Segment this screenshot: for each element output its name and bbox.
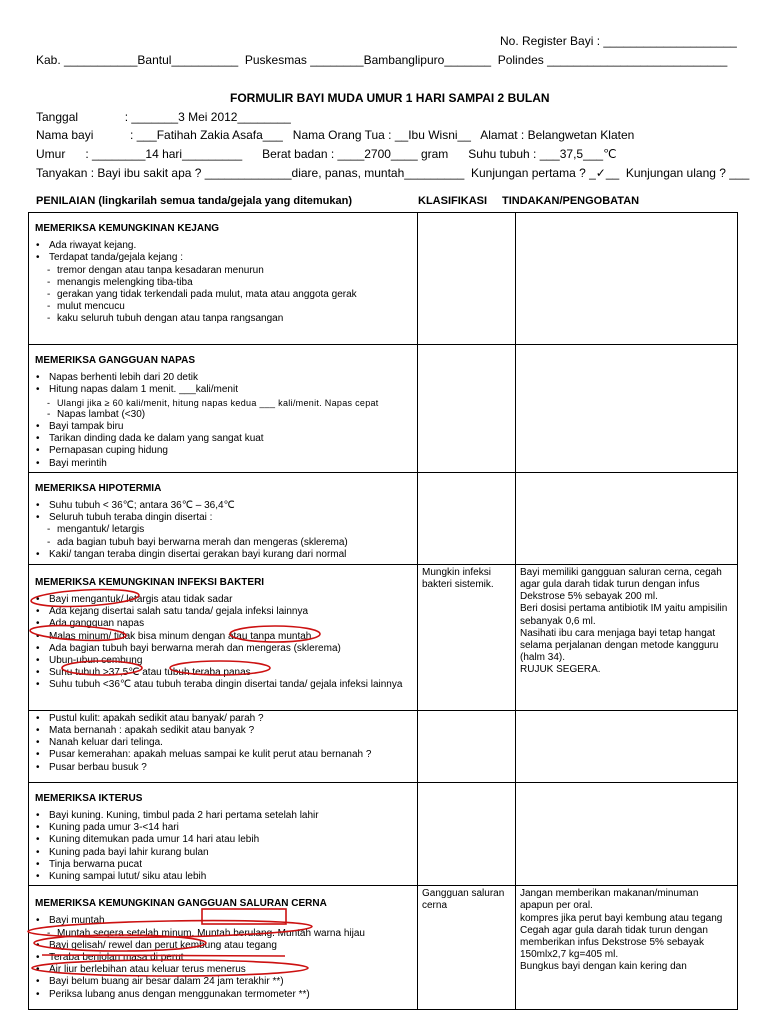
name-line: Nama bayi : ___Fatihah Zakia Asafa___ Nama Orang Tua : __Ibu Wisni__ Alamat : Belangwetan Klaten <box>36 128 635 142</box>
list-item: • Ada riwayat kejang. <box>35 240 417 252</box>
list-item: • Ada kejang disertai salah satu tanda/ gejala infeksi lainnya <box>35 606 417 618</box>
section-infeksi-lokal <box>29 711 417 776</box>
list-item: • Kaki/ tangan teraba dingin disertai gerakan bayi kurang dari normal <box>35 549 417 561</box>
list-item: - tremor dengan atau tanpa kesadaran menurun <box>35 265 417 277</box>
list-item: • Pusar berbau busuk ? <box>35 762 417 774</box>
klasifikasi-cell <box>418 710 516 782</box>
list-item: • Bayi gelisah/ rewel dan perut kembung atau tegang <box>35 940 417 952</box>
tindakan-infeksi: Bayi memiliki gangguan saluran cerna, cegah agar gula darah tidak turun dengan infus Dekstrose 5% sebayak 200 ml. Beri dosisi pertama antibiotik IM yaitu ampisilin sebanyak 0,6 ml. Nasihati ibu cara menjaga bayi tetap hangat selama perjalanan dengan metode kangguru (halm 34). RUJUK SEGERA. <box>520 566 728 676</box>
list-item: - mulut mencucu <box>35 301 417 313</box>
section-title: MEMERIKSA IKTERUS <box>35 792 143 804</box>
list-item: - gerakan yang tidak terkendali pada mulut, mata atau anggota gerak <box>35 289 417 301</box>
list-item: • Kuning sampai lutut/ siku atau lebih <box>35 871 417 883</box>
section-saluran-cerna <box>29 886 417 1003</box>
section-title: MEMERIKSA KEMUNGKINAN KEJANG <box>35 223 220 234</box>
list-item: - kaku seluruh tubuh dengan atau tanpa rangsangan <box>35 313 417 325</box>
tindakan-saluran-cerna: Jangan memberikan makanan/minuman apapun per oral. kompres jika perut bayi kembung atau tegang Cegah agar gula darah tidak turun dengan memberikan infus Dekstrose 5% sebayak 150mlx2,7 kg=405 ml. Bungkus bayi dengan kain kering dan <box>520 888 723 973</box>
section-kejang <box>29 213 417 328</box>
section-title: MEMERIKSA GANGGUAN NAPAS <box>35 355 196 366</box>
section-row <box>29 710 738 782</box>
section-row <box>29 345 738 473</box>
section-infeksi-bakteri <box>29 565 417 694</box>
list-item: • Kuning pada bayi lahir kurang bulan <box>35 847 417 859</box>
list-item: • Pustul kulit: apakah sedikit atau banyak/ parah ? <box>35 713 417 725</box>
list-item: • Suhu tubuh < 36℃; antara 36℃ – 36,4℃ <box>35 500 417 512</box>
list-item: • Teraba benjolan masa di perut <box>35 952 417 964</box>
list-item: • Kuning pada umur 3-<14 hari <box>35 822 417 834</box>
register-number: No. Register Bayi : ____________________ <box>500 34 737 48</box>
tindakan-cell <box>516 472 738 564</box>
assessment-table <box>28 212 738 1010</box>
column-header-klasifikasi: KLASIFIKASI <box>418 195 488 207</box>
list-item: - Muntah segera setelah minum. Muntah berulang. Muntah warna hijau <box>35 928 417 940</box>
list-item: • Kuning ditemukan pada umur 14 hari atau lebih <box>35 834 417 846</box>
section-ikterus <box>29 783 417 885</box>
list-item: • Mata bernanah : apakah sedikit atau banyak ? <box>35 725 417 737</box>
list-item: • Periksa lubang anus dengan menggunakan termometer **) <box>35 989 417 1001</box>
list-item: • Bayi mengantuk/ letargis atau tidak sadar <box>35 594 417 606</box>
location-line: Kab. ___________Bantul__________ Puskesmas ________Bambanglipuro_______ Polindes ___________________________ <box>36 53 728 67</box>
list-item: • Pusar kemerahan: apakah meluas sampai ke kulit perut atau bernanah ? <box>35 749 417 761</box>
klasifikasi-cell <box>418 472 516 564</box>
klasifikasi-infeksi: Mungkin infeksi bakteri sistemik. <box>422 566 494 591</box>
section-title: MEMERIKSA KEMUNGKINAN INFEKSI BAKTERI <box>35 576 265 588</box>
tindakan-cell <box>516 345 738 473</box>
klasifikasi-cell <box>418 213 516 345</box>
list-item: • Ubun-ubun cembung <box>35 655 417 667</box>
tindakan-cell <box>516 710 738 782</box>
list-item: • Air liur berlebihan atau keluar terus menerus <box>35 964 417 976</box>
section-row <box>29 886 738 1010</box>
list-item: • Nanah keluar dari telinga. <box>35 737 417 749</box>
list-item: • Bayi merintih <box>35 458 417 470</box>
form-title: FORMULIR BAYI MUDA UMUR 1 HARI SAMPAI 2 BULAN <box>230 91 550 105</box>
list-item: • Terdapat tanda/gejala kejang : <box>35 252 417 264</box>
section-row <box>29 782 738 885</box>
date-line: Tanggal : _______3 Mei 2012________ <box>36 110 291 124</box>
list-item: • Tarikan dinding dada ke dalam yang sangat kuat <box>35 433 417 445</box>
list-item: - menangis melengking tiba-tiba <box>35 277 417 289</box>
section-title: MEMERIKSA KEMUNGKINAN GANGGUAN SALURAN CERNA <box>35 898 327 910</box>
list-item: • Bayi belum buang air besar dalam 24 jam terakhir **) <box>35 976 417 988</box>
list-item: • Pernapasan cuping hidung <box>35 445 417 457</box>
tindakan-cell <box>516 782 738 885</box>
list-item: • Ada gangguan napas <box>35 618 417 630</box>
list-item: • Bayi muntah <box>35 915 417 927</box>
list-item: • Ada bagian tubuh bayi berwarna merah dan mengeras (sklerema) <box>35 643 417 655</box>
column-header-penilaian: PENILAIAN (lingkarilah semua tanda/gejala yang ditemukan) <box>36 195 353 207</box>
column-header-tindakan: TINDAKAN/PENGOBATAN <box>502 195 640 207</box>
list-item: • Suhu tubuh <36℃ atau tubuh teraba dingin disertai tanda/ gejala infeksi lainnya <box>35 679 417 691</box>
section-napas <box>29 345 417 472</box>
klasifikasi-cell <box>418 345 516 473</box>
list-item: • Bayi kuning. Kuning, timbul pada 2 hari pertama setelah lahir <box>35 810 417 822</box>
list-item: • Napas berhenti lebih dari 20 detik <box>35 372 417 384</box>
list-item: - mengantuk/ letargis <box>35 524 417 536</box>
section-hipotermia <box>29 473 417 563</box>
list-item: - Napas lambat (<30) <box>35 409 417 421</box>
klasifikasi-cell <box>418 782 516 885</box>
list-item: • Bayi tampak biru <box>35 421 417 433</box>
klasifikasi-saluran-cerna: Gangguan saluran cerna <box>422 888 505 912</box>
section-row <box>29 472 738 564</box>
list-item: • Tinja berwarna pucat <box>35 859 417 871</box>
list-item: • Seluruh tubuh teraba dingin disertai : <box>35 512 417 524</box>
list-item: • Hitung napas dalam 1 menit. ___kali/menit <box>35 384 417 396</box>
section-title: MEMERIKSA HIPOTERMIA <box>35 482 162 494</box>
list-item: • Suhu tubuh >37,5℃ atau tubuh teraba panas <box>35 667 417 679</box>
question-line: Tanyakan : Bayi ibu sakit apa ? _____________diare, panas, muntah_________ Kunjungan pertama ? _✓__ Kunjungan ulang ? ___ <box>36 166 750 180</box>
age-weight-line: Umur : ________14 hari_________ Berat badan : ____2700____ gram Suhu tubuh : ___37,5___℃ <box>36 147 617 161</box>
list-item: - ada bagian tubuh bayi berwarna merah dan mengeras (sklerema) <box>35 537 417 549</box>
section-row <box>29 564 738 710</box>
section-row <box>29 213 738 345</box>
list-item: • Malas minum/ tidak bisa minum dengan atau tanpa muntah <box>35 631 417 643</box>
list-item: - Ulangi jika ≥ 60 kali/menit, hitung napas kedua ___ kali/menit. Napas cepat <box>35 397 417 409</box>
tindakan-cell <box>516 213 738 345</box>
